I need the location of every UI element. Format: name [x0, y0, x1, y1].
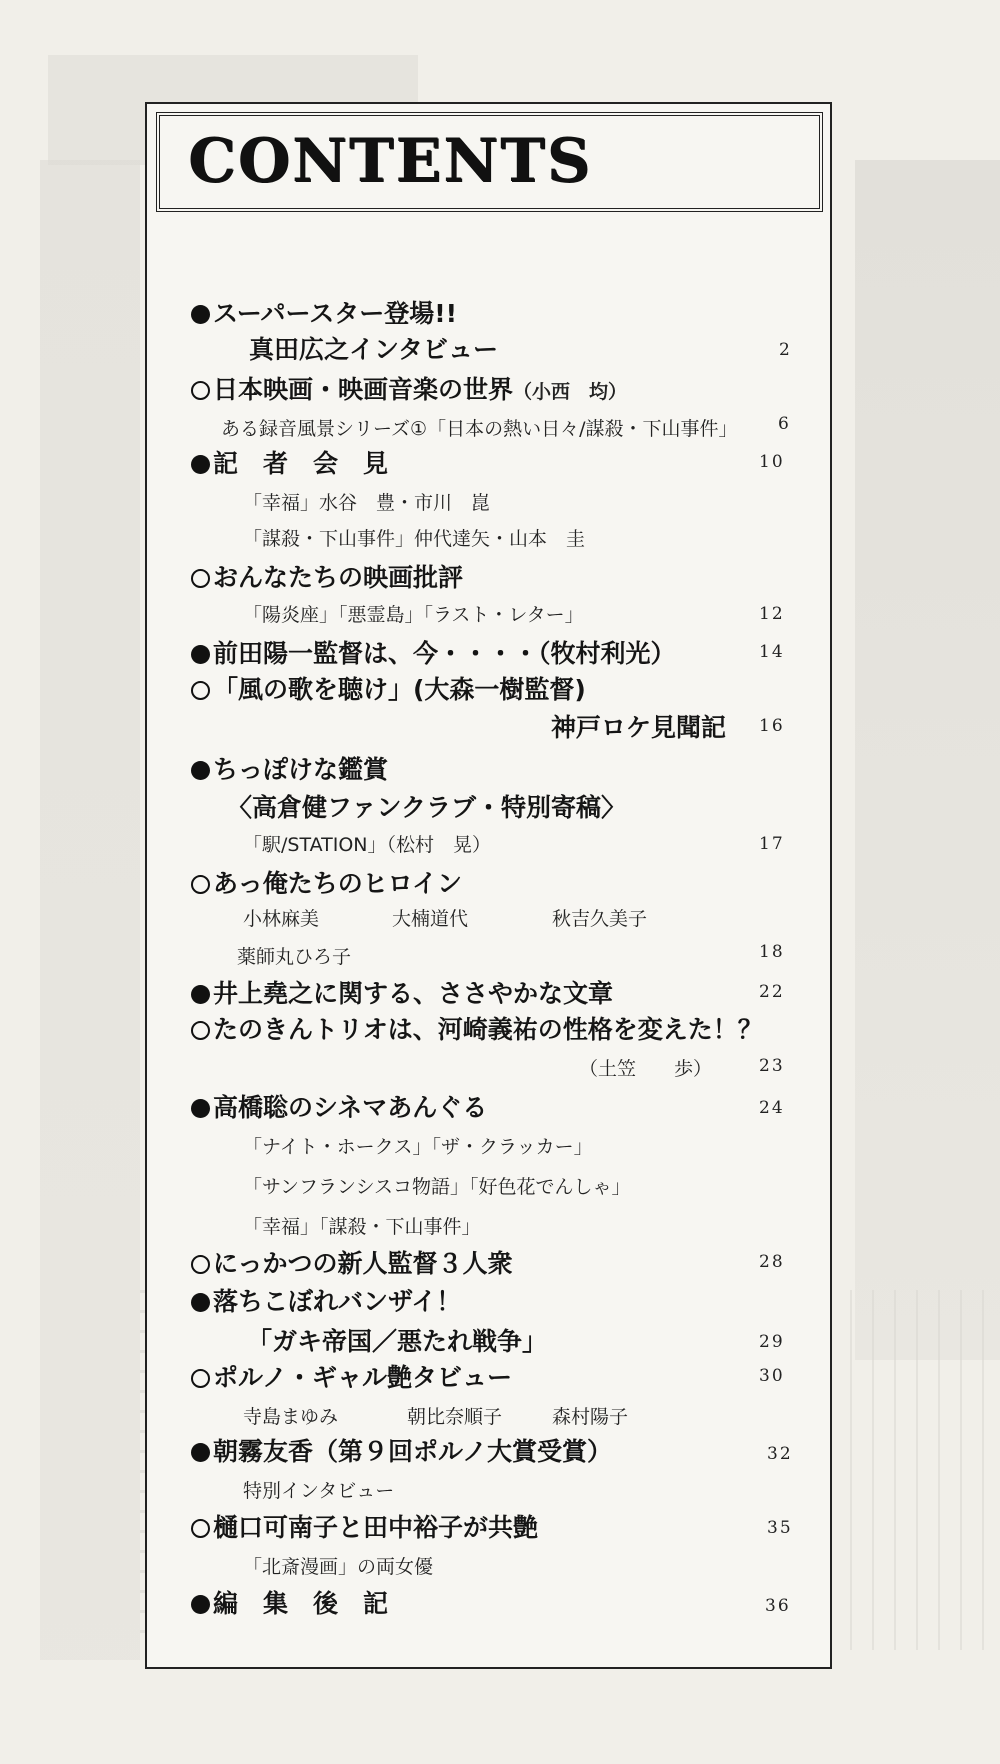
entry-title: スーパースター登場!! — [213, 299, 458, 328]
page-number: 17 — [759, 834, 785, 854]
page-number: 16 — [759, 716, 785, 736]
entry-credit: （小西 均） — [513, 381, 628, 403]
filled-bullet-icon — [191, 455, 210, 474]
entry-subtitle: 「幸福」水谷 豊・市川 崑 — [243, 492, 491, 514]
filled-bullet-icon — [191, 305, 210, 324]
facing-page-left-graphic — [40, 160, 140, 1660]
open-bullet-icon — [191, 569, 210, 588]
toc-entry-kaze-no-uta[interactable] — [191, 670, 586, 706]
heroine-name: 大楠道代 — [392, 908, 469, 930]
filled-bullet-icon — [191, 985, 210, 1004]
page-number: 14 — [759, 642, 785, 662]
entry-subtitle: 「幸福」「謀殺・下山事件」 — [243, 1216, 481, 1238]
open-bullet-icon — [191, 381, 210, 400]
entry-title: 編 集 後 記 — [213, 1589, 389, 1618]
entry-title: おんなたちの映画批評 — [213, 563, 464, 592]
entry-title: にっかつの新人監督３人衆 — [213, 1249, 513, 1278]
filled-bullet-icon — [191, 1099, 210, 1118]
entry-title: 前田陽一監督は、今・・・・（牧村利光） — [213, 639, 676, 668]
facing-page-right-graphic — [855, 160, 1000, 1360]
toc-entry-tanokin-trio[interactable] — [191, 1010, 763, 1046]
toc-entry-women-film-review[interactable] — [191, 558, 463, 594]
entry-subtitle: ある録音風景シリーズ①「日本の熱い日々/謀殺・下山事件」 — [221, 418, 738, 440]
heroine-name: 秋吉久美子 — [552, 908, 648, 930]
open-bullet-icon — [191, 681, 210, 700]
page-number: 29 — [759, 1332, 785, 1352]
page-number: 23 — [759, 1056, 785, 1076]
toc-entry-editors-note[interactable] — [191, 1584, 388, 1620]
toc-entry-nikkatsu-directors[interactable] — [191, 1244, 513, 1280]
page-number: 6 — [778, 414, 791, 434]
page-number: 36 — [765, 1596, 791, 1616]
entry-subtitle: 特別インタビュー — [243, 1480, 395, 1502]
entry-title: 樋口可南子と田中裕子が共艶 — [213, 1513, 539, 1542]
entry-title: 朝霧友香（第９回ポルノ大賞受賞） — [213, 1437, 613, 1466]
contents-panel — [145, 102, 832, 1669]
title-box — [156, 112, 823, 212]
entry-subtitle: 「謀殺・下山事件」仲代達矢・山本 圭 — [243, 528, 586, 550]
toc-entry-superstar[interactable] — [191, 294, 457, 330]
filled-bullet-icon — [191, 1595, 210, 1614]
heroine-name: 小林麻美 — [243, 908, 320, 930]
heroine-name: 薬師丸ひろ子 — [237, 946, 352, 968]
page-title: CONTENTS — [188, 126, 593, 196]
entry-title: 記 者 会 見 — [213, 449, 389, 478]
entry-subtitle: 「陽炎座」「悪霊島」「ラスト・レター」 — [243, 604, 584, 626]
toc-entry-cinema-angle[interactable] — [191, 1088, 487, 1124]
toc-entry-maeda-director[interactable] — [191, 634, 676, 670]
filled-bullet-icon — [191, 645, 210, 664]
open-bullet-icon — [191, 1369, 210, 1388]
entry-subtitle: 神戸ロケ見聞記 — [551, 713, 727, 742]
entry-title: 日本映画・映画音楽の世界 — [213, 375, 514, 404]
facing-page-right-text — [850, 1290, 1000, 1650]
page-number: 12 — [759, 604, 785, 624]
page-number: 22 — [759, 982, 785, 1002]
filled-bullet-icon — [191, 761, 210, 780]
open-bullet-icon — [191, 1519, 210, 1538]
toc-entry-higuchi-tanaka[interactable] — [191, 1508, 538, 1544]
entry-subtitle: 「サンフランシスコ物語」「好色花でんしゃ」 — [243, 1176, 631, 1198]
entry-subtitle: 「ナイト・ホークス」「ザ・クラッカー」 — [243, 1136, 593, 1158]
entry-title: あっ俺たちのヒロイン — [213, 869, 463, 898]
page-number: 30 — [759, 1366, 785, 1386]
toc-entry-press-conference[interactable] — [191, 444, 388, 480]
page-number: 2 — [779, 340, 792, 360]
toc-entry-porno-gal[interactable] — [191, 1358, 512, 1394]
page-number: 18 — [759, 942, 785, 962]
toc-entry-heroines[interactable] — [191, 864, 462, 900]
entry-credit: （土笠 歩） — [579, 1058, 713, 1080]
page-number: 10 — [759, 452, 785, 472]
actress-name: 朝比奈順子 — [407, 1406, 503, 1428]
toc-entry-japanese-film-music[interactable] — [191, 370, 627, 406]
open-bullet-icon — [191, 1255, 210, 1274]
entry-subtitle: 「ガキ帝国／悪たれ戦争」 — [247, 1327, 548, 1356]
actress-name: 森村陽子 — [552, 1406, 629, 1428]
open-bullet-icon — [191, 1021, 210, 1040]
entry-title: 井上堯之に関する、ささやかな文章 — [213, 979, 614, 1008]
filled-bullet-icon — [191, 1293, 210, 1312]
toc-entry-chippoke-kansho[interactable] — [191, 750, 388, 786]
toc-entry-ochikobore[interactable] — [191, 1282, 461, 1318]
open-bullet-icon — [191, 875, 210, 894]
entry-title: 落ちこぼれバンザイ！ — [213, 1287, 462, 1316]
page-number: 28 — [759, 1252, 785, 1272]
entry-title: ポルノ・ギャル艶タビュー — [213, 1363, 513, 1392]
entry-title: たのきんトリオは、河崎義祐の性格を変えた！？ — [213, 1015, 763, 1044]
page-number: 35 — [767, 1518, 793, 1538]
toc-entry-inoue-takayuki[interactable] — [191, 974, 613, 1010]
entry-subtitle: 「駅/STATION」（松村 晃） — [243, 834, 491, 856]
entry-title: 高橋聡のシネマあんぐる — [213, 1093, 488, 1122]
toc-entry-asagiri-yuka[interactable] — [191, 1432, 612, 1468]
entry-title: 「風の歌を聴け」(大森一樹監督) — [213, 675, 586, 704]
page-number: 24 — [759, 1098, 785, 1118]
actress-name: 寺島まゆみ — [243, 1406, 339, 1428]
entry-subtitle: 真田広之インタビュー — [249, 335, 499, 364]
page-number: 32 — [767, 1444, 793, 1464]
entry-subtitle: 「北斎漫画」の両女優 — [243, 1556, 434, 1578]
entry-subtitle: 〈高倉健ファンクラブ・特別寄稿〉 — [227, 793, 627, 822]
filled-bullet-icon — [191, 1443, 210, 1462]
entry-title: ちっぽけな鑑賞 — [213, 755, 389, 784]
